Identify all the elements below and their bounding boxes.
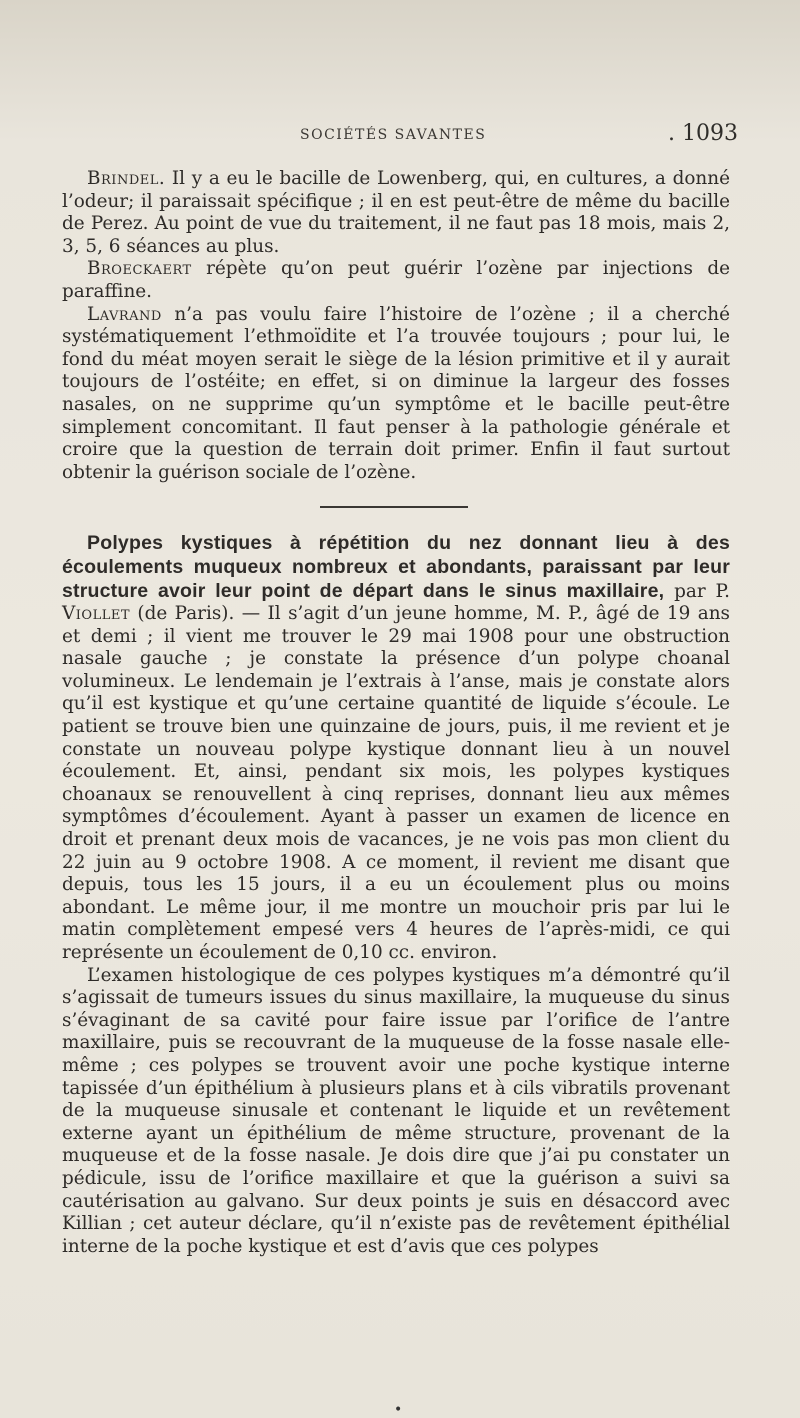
paragraph-broeckaert	[62, 258, 730, 303]
author-name: Viollet	[62, 603, 131, 625]
paragraph-text: Il y a eu le bacille de Lowenberg, qui, en cultures, a donné l’odeur; il paraissait spécifique ; il en est peut-être de même du bacille de Perez. Au point de vue du traitement, il ne faut pas 18 mois, mais 2, 3, 5, 6 séances au plus.	[62, 168, 730, 257]
speaker-name: Lavrand	[87, 303, 162, 325]
article-paragraph	[62, 532, 730, 964]
speaker-name: Broeckaert	[87, 258, 192, 280]
section-divider	[320, 506, 468, 508]
body-text	[62, 168, 730, 1258]
footer-mark: •	[394, 1402, 403, 1418]
paragraph-lavrand	[62, 304, 730, 485]
article-section	[62, 532, 730, 1258]
paragraph-text: répète qu’on peut guérir l’ozène par injections de paraffine.	[62, 258, 730, 302]
running-head: SOCIÉTÉS SAVANTES	[300, 127, 487, 143]
author-prefix: par P.	[664, 580, 730, 602]
page-number: . 1093	[668, 121, 738, 146]
speaker-name: Brindel.	[87, 168, 166, 189]
paragraph-brindel	[62, 168, 730, 258]
paragraph-text: n’a pas voulu faire l’histoire de l’ozène ; il a cherché systématiquement l’ethmoïdite et l’a trouvée toujours ; pour lui, le fond du méat moyen serait le siège de la lésion primitive et il y aurait toujours de l’ostéite; en effet, si on diminue la largeur des fosses nasales, on ne supprime qu’un symptôme et le bacille peut-être simplement concomitant. Il faut penser à la pathologie générale et croire que la question de terrain doit primer. Enfin il faut surtout obtenir la guérison sociale de l’ozène.	[62, 303, 730, 483]
page-header	[52, 121, 738, 151]
article-title: Polypes kystiques à répétition du nez donnant lieu à des écoulements muqueux nombreux et abondants, paraissant par leur structure avoir leur point de départ dans le sinus maxillaire,	[62, 532, 730, 602]
article-paragraph-2: L’examen histologique de ces polypes kystiques m’a démontré qu’il s’agissait de tumeurs issues du sinus maxillaire, la muqueuse du sinus s’évaginant de sa cavité pour faire issue par l’orifice de l’antre maxillaire, puis se recouvrant de la muqueuse de la fosse nasale elle-même ; ces polypes se trouvent avoir une poche kystique interne tapissée d’un épithélium à plusieurs plans et à cils vibratils provenant de la muqueuse sinusale et contenant le liquide et un revêtement externe ayant un épithélium de même structure, provenant de la muqueuse et de la fosse nasale. Je dois dire que j’ai pu constater un pédicule, issu de l’orifice maxillaire et que la guérison a suivi sa cautérisation au galvano. Sur deux points je suis en désaccord avec Killian ; cet auteur déclare, qu’il n’existe pas de revêtement épithélial interne de la poche kystique et est d’avis que ces polypes	[62, 964, 730, 1257]
article-body: (de Paris). — Il s’agit d’un jeune homme, M. P., âgé de 19 ans et demi ; il vient me trouver le 29 mai 1908 pour une obstruction nasale gauche ; je constate la présence d’un polype choanal volumineux. Le lendemain je l’extrais à l’anse, mais je constate alors qu’il est kystique et qu’une certaine quantité de liquide s’écoule. Le patient se trouve bien une quinzaine de jours, puis, il me revient et je constate un nouveau polype kystique donnant lieu à un nouvel écoulement. Et, ainsi, pendant six mois, les polypes kystiques choanaux se renouvellent à cinq reprises, donnant lieu aux mêmes symptômes d’écoulement. Ayant à passer un examen de licence en droit et prenant deux mois de vacances, je ne vois pas mon client du 22 juin au 9 octobre 1908. A ce moment, il revient me disant que depuis, tous les 15 jours, il a eu un écoulement plus ou moins abondant. Le même jour, il me montre un mouchoir pris par lui le matin complètement empesé vers 4 heures de l’après-midi, ce qui représente un écoulement de 0,10 cc. environ.	[62, 603, 730, 963]
